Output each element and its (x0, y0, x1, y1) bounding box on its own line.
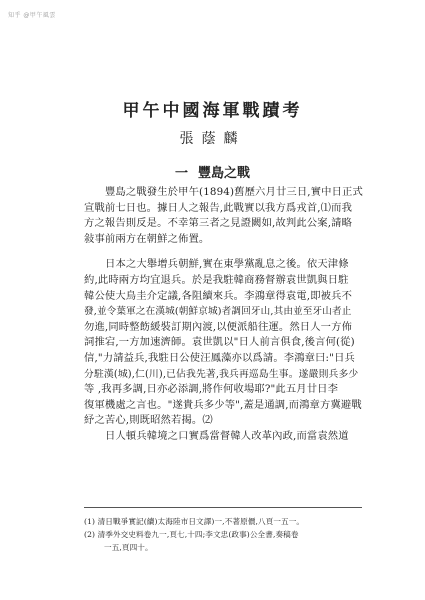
text-line: 紓之苦心,則既昭然若揭。⑵ (84, 414, 213, 427)
footnotes (84, 515, 364, 554)
author-name: 張蔭麟 (179, 131, 246, 147)
text-line: 詞推宕,一方加速濟師。袁世凱以"日人前言俱食,後言何(從) (84, 336, 355, 349)
text-line: 約,此時兩方均宜退兵。於是我駐韓商務督辦袁世凱與日駐 (84, 273, 349, 286)
section-number: 一 (174, 166, 188, 181)
text-line: 敍事前兩方在朝鮮之佈置。 (84, 232, 210, 245)
text-line: 宣戰前七日也。據日人之報告,此戰實以我方爲戎首,⑴而我 (84, 201, 353, 214)
text-line: 信,"力請益兵,我駐日公使汪鳳藻亦以爲請。李鴻章曰:"日兵 (84, 351, 355, 364)
text-line: 韓公使大鳥圭介定議,各阻續來兵。李鴻章得袁電,即被兵不 (84, 289, 353, 302)
body-text (84, 185, 362, 445)
text-line: 復軍機處之言也。"遂貴兵多少等",蓋是通調,而鴻章方冀避戰 (84, 398, 362, 411)
watermark: 知乎 @甲午風雲 (8, 12, 56, 19)
footnote: (1) 清日戰爭實記(續)太海陸市日文譯)一,不著原價,八頁一五一。 (84, 517, 305, 526)
page-title: 甲午中國海軍戰蹟考 (122, 101, 303, 121)
footnote: (2) 清季外交史料卷九一,頁七,十四;李文忠(政事)公全書,奏稿卷 (84, 530, 299, 539)
text-line: 勿進,同時整飭緩裝訂期內渡,以便派船往運。然日人一方佈 (84, 320, 353, 333)
text-line: 豐島之戰發生於甲午(1894)舊歷六月廿三日,實中日正式 (105, 186, 363, 198)
text-line: 日人頓兵韓境之口實爲當督韓人改革內政,而當袁然道 (105, 429, 349, 442)
section-title: 豐島之戰 (198, 166, 251, 181)
text-line: 發,並令葉軍之在漢城(朝鮮京城)者調回牙山,其由並至牙山者止 (84, 306, 352, 318)
text-line: 分駐漢(城),仁(川),已佔我先著,我兵再巡島生事。遂嚴則兵多少 (84, 368, 359, 380)
footnote-continuation: 一五,頁四十。 (104, 543, 153, 552)
text-line: 日本之大舉增兵朝鮮,實在東學黨亂息之後。依天津條 (105, 258, 349, 271)
paragraph-gap (84, 247, 362, 257)
text-line: 等 ,我再多調,日亦必添調,將作何收場耶?"此五月廿日李 (84, 383, 339, 396)
section-heading (0, 162, 425, 181)
text-line: 方之報告則反是。不幸第三者之見證闕如,故判此公案,請略 (84, 217, 353, 230)
footnote-divider (84, 507, 362, 508)
